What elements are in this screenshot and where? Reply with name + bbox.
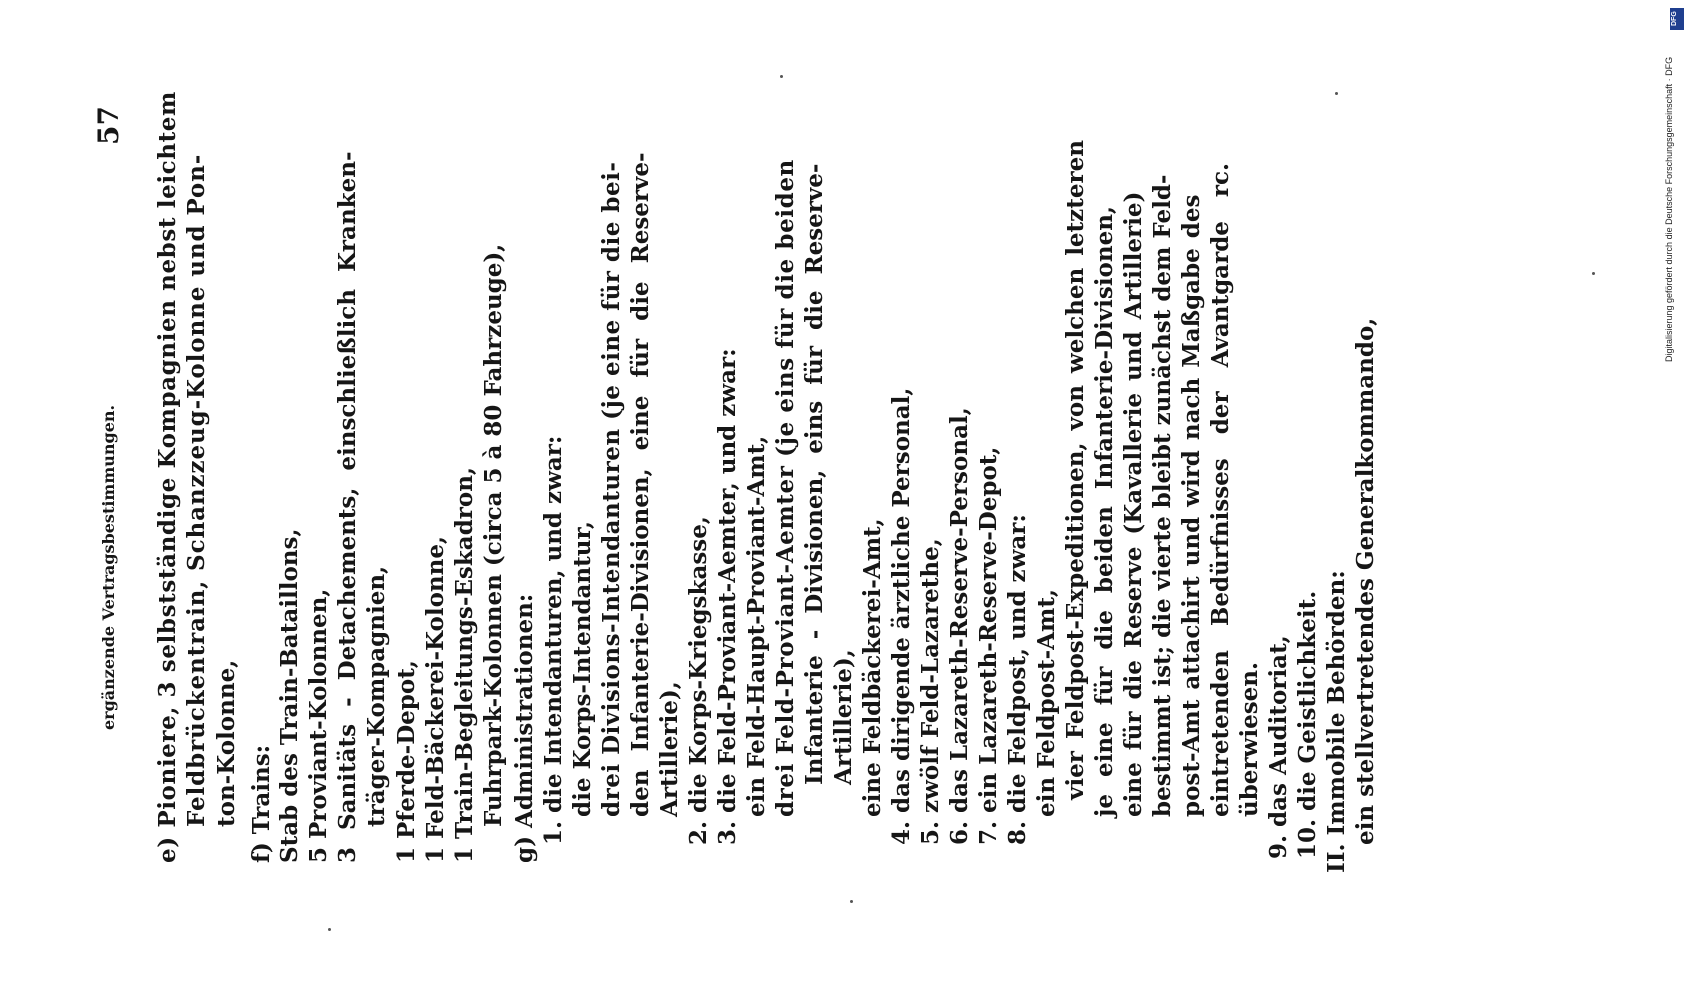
text-line: 6. das Lazareth-Reserve-Personal,: [946, 407, 973, 845]
text-line: 1 Feld-Bäckerei-Kolonne,: [422, 535, 449, 863]
text-line: Stab des Train-Bataillons,: [276, 528, 303, 863]
rotated-book-page: [92, 45, 1595, 945]
text-line: drei Divisions-Intendanturen (je eine für die bei-: [598, 161, 625, 817]
text-line: e) Pioniere, 3 selbstständige Kompagnien nebst leichtem: [154, 91, 181, 863]
text-line: überwiesen.: [1236, 661, 1263, 817]
text-line: II. Immobile Behörden:: [1323, 570, 1350, 873]
text-line: je eine für die beiden Infanterie-Divisionen,: [1091, 206, 1118, 817]
text-line: 5. zwölf Feld-Lazarethe,: [917, 538, 944, 845]
text-line: Infanterie - Divisionen, eins für die Reserve-: [801, 163, 828, 785]
scan-speck: [850, 900, 853, 903]
text-line: eintretenden Bedürfnisses der Avantgarde rc.: [1207, 162, 1234, 817]
text-line: 2. die Korps-Kriegskasse,: [685, 516, 712, 845]
text-line: f) Trains:: [248, 744, 275, 863]
text-line: eine Feldbäckerei-Amt,: [859, 518, 886, 817]
text-line: 4. das dirigende ärztliche Personal,: [888, 387, 915, 845]
text-line: bestimmt ist; die vierte bleibt zunächst dem Feld-: [1149, 174, 1176, 817]
text-line: Artillerie),: [830, 649, 857, 785]
text-line: ein Feld-Haupt-Proviant-Amt,: [743, 435, 770, 817]
text-line: 5 Proviant-Kolonnen,: [305, 588, 332, 863]
text-line: 8. die Feldpost, und zwar:: [1004, 514, 1031, 845]
text-line: 1 Train-Begleitungs-Eskadron,: [451, 467, 478, 863]
scan-speck: [1592, 272, 1595, 275]
text-line: 7. ein Lazareth-Reserve-Depot,: [975, 446, 1002, 845]
scan-speck: [1335, 92, 1338, 95]
text-line: vier Feldpost-Expeditionen, von welchen letzteren: [1062, 140, 1089, 800]
text-line: die Korps-Intendantur,: [569, 521, 596, 817]
text-line: Feldbrückentrain, Schanzzeug-Kolonne und Pon-: [183, 153, 210, 827]
text-line: 10. die Geistlichkeit.: [1294, 590, 1321, 859]
text-line: den Infanterie-Divisionen, eine für die Reserve-: [627, 152, 654, 817]
running-header: ergänzende Vertragsbestimmungen.: [99, 404, 118, 730]
dfg-logo: DFG: [1670, 8, 1684, 30]
scan-speck: [780, 75, 783, 78]
text-line: 1. die Intendanturen, und zwar:: [540, 435, 567, 845]
text-line: ton-Kolonne,: [213, 659, 240, 827]
text-line: Artillerie),: [656, 681, 683, 817]
text-line: Fuhrpark-Kolonnen (circa 5 à 80 Fahrzeuge),: [480, 243, 507, 827]
text-line: drei Feld-Proviant-Aemter (je eins für die beiden: [772, 159, 799, 817]
scan-speck: [328, 928, 331, 931]
text-line: träger-Kompagnien,: [363, 565, 390, 827]
text-line: ein Feldpost-Amt,: [1033, 589, 1060, 817]
text-line: eine für die Reserve (Kavallerie und Artillerie): [1120, 191, 1147, 817]
text-line: ein stellvertretendes Generalkommando,: [1352, 317, 1379, 845]
text-line: 9. das Auditoriat,: [1265, 635, 1292, 859]
text-line: 3 Sanitäts - Detachements, einschließlich Kranken-: [334, 151, 361, 863]
text-line: g) Administrationen:: [511, 593, 538, 863]
digitization-credit: Digitalisierung gefördert durch die Deutsche Forschungsgemeinschaft · DFG: [1664, 56, 1674, 362]
text-line: 3. die Feld-Proviant-Aemter, und zwar:: [714, 348, 741, 845]
text-line: 1 Pferde-Depot,: [393, 660, 420, 863]
text-line: post-Amt attachirt und wird nach Maßgabe des: [1178, 194, 1205, 817]
page-number: 57: [92, 106, 125, 145]
